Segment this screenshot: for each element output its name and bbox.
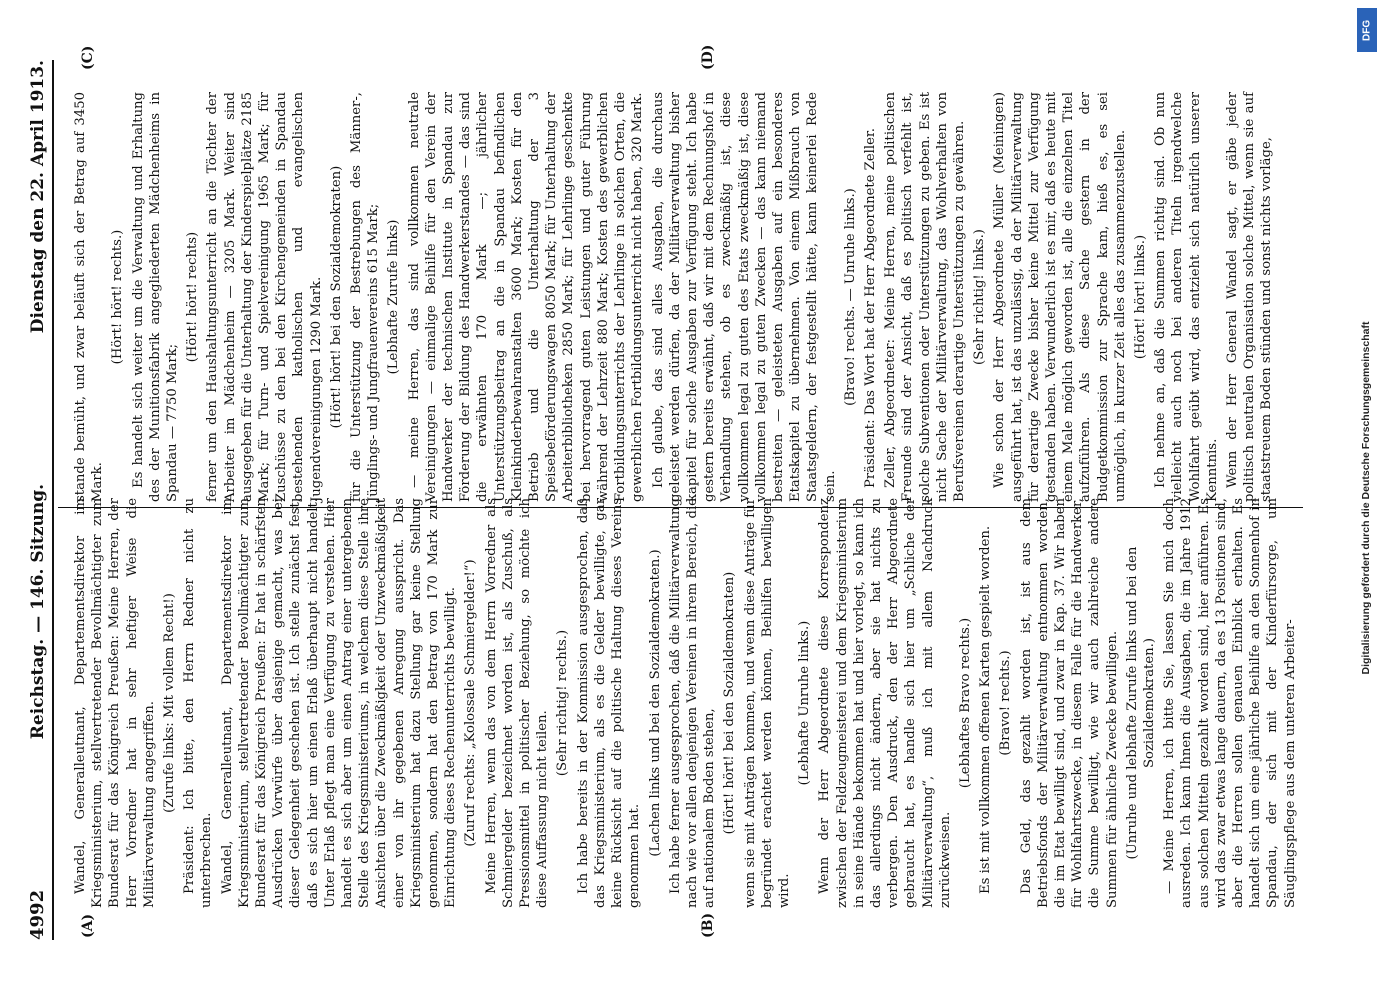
paragraph: für die Unterstützung der Bestrebungen des Männer-, Jünglings- und Jungfrauenvereins 615 Mark; (349, 92, 382, 502)
page-header (14, 60, 54, 940)
interjection: (Unruhe und lebhafte Zurufe links und bei den Sozialdemokraten.) (1124, 546, 1157, 860)
paragraph: ferner um den Haushaltungsunterricht an die Töchter der Arbeiter im Mädchenheim — 3205 Mark. Weiter sind ausgegeben für die Unterhaltung der Kinderspielplätze 2185 Mark; für Turn- und Spielvereinigung 1965 Mark; für Zuschüsse zu den bei den Kirchengemeinden in Spandau bestehenden katholischen und evangelischen Jugendvereinigungen 1290 Mark. (205, 92, 324, 502)
interjection: (Lachen links und bei den Sozialdemokraten.) (647, 549, 663, 857)
interjection: (Lebhaftes Bravo rechts.) (957, 617, 973, 789)
paragraph: Präsident: Ich bitte, den Herrn Redner nicht zu unterbrechen. (182, 498, 215, 908)
credit-text: Digitalisierung gefördert durch die Deutsche Forschungsgemeinschaft (1360, 321, 1372, 675)
interjection: (Bravo! rechts. — Unruhe links.) (842, 188, 858, 406)
paragraph: stande bemüht, und zwar beläuft sich der Betrag auf 3450 Mark. (73, 92, 106, 502)
paragraph: — meine Herren, das sind vollkommen neutrale Vereinigungen — einmalige Beihilfe für den Verein der Handwerker der technischen Institute in Spandau zur Förderung der Bildung des Handwerkerstandes — das sind die erwähnten 170 Mark —; jährlicher Unterstützungsbeitrag an die in Spandau befindlichen Kleinkinderbewahranstalten 3600 Mark; Kosten für den Betrieb und die Unterhaltung der 3 Speisebeförderungswagen 8050 Mark; für Unterhaltung der Arbeiterbibliotheken 2850 Mark; für Lehrlinge geschenkte bei hervorragend guten Leistungen und guter Führung während der Lehrzeit 880 Mark; Kosten des gewerblichen Fortbildungsunterrichts der Lehrlinge in solchen Orten, die gewerblichen Fortbildungsunterricht nicht haben, 320 Mark. (406, 92, 646, 502)
header-title-right: Dienstag den 22. April 1913. (28, 60, 48, 334)
paragraph: Wandel, Generalleutnant, Departementsdirektor im Kriegsministerium, stellvertretender Bevollmächtigter zum Bundesrat für das Königreich Preußen: Meine Herren, der Herr Vorredner hat in sehr heftiger Weise die Militärverwaltung angegriffen. (73, 498, 157, 908)
margin-mark-a: (A) (80, 913, 96, 938)
right-column (72, 92, 1303, 502)
paragraph: — Meine Herren, ich bitte Sie, lassen Sie mich doch ausreden. Ich kann Ihnen die Ausgaben, die im Jahre 1912 aus solchen Mitteln gezahlt worden sind, hier anführen. Es wird das zwar etwas lange dauern, da es 13 Positionen sind, aber die Herren sollen genauen Einblick erhalten. Es handelt sich um eine jährliche Beihilfe an den Sonnenhof in Spandau, der sich mit der Kinderfürsorge, um Säuglingspflege aus dem unteren Arbeiter- (1162, 498, 1298, 908)
interjection: (Hört! hört! rechts) (185, 231, 201, 363)
interjection: (Zurufe links: Mit vollem Recht!) (162, 593, 178, 813)
paragraph: Wie schon der Herr Abgeordnete Müller (Meiningen) ausgeführt hat, ist das unzulässig, da der Militärverwaltung für derartige Zwecke bisher keine Mittel zur Verfügung gestanden haben. Verwunderlich ist es mir, daß es heute mit einem Male möglich geworden ist, alle die einzelnen Titel aufzuführen. Als diese Sache gestern in der Budgetkommission zur Sprache kam, hieß es, es sei unmöglich, in kurzer Zeit alles das zusammenzustellen. (992, 92, 1128, 502)
paragraph: Ich nehme an, daß die Summen richtig sind. Ob nun vielleicht auch noch bei anderen Titeln irgendwelche Wohlfahrt geübt wird, das entzieht sich natürlich unserer Kenntnis. (1153, 92, 1220, 502)
left-column (72, 498, 1303, 908)
paragraph: Zeller, Abgeordneter: Meine Herren, meine politischen Freunde sind der Ansicht, daß es politisch verfehlt ist, solche Subventionen oder Unterstützungen zu geben. Es ist nicht Sache der Militärverwaltung, das Wohlverhalten von Berufsvereinen derartige Unterstützungen zu gewähren. (883, 92, 967, 502)
interjection: (Lebhafte Zurufe links) (386, 219, 402, 375)
interjection: (Sehr richtig! rechts.) (555, 629, 571, 777)
interjection: (Hört! hört! rechts.) (110, 229, 126, 365)
paragraph: Wenn der Herr General Wandel sagt, er gäbe jeder politisch neutralen Organisation solche Mittel, wenn sie auf staatstreuem Boden stünden und sonst nichts vorläge, (1225, 92, 1275, 502)
margin-mark-b: (B) (700, 912, 716, 938)
interjection: (Hört! hört! bei den Sozialdemokraten) (722, 571, 738, 835)
margin-mark-d: (D) (700, 44, 716, 70)
paragraph: Es handelt sich weiter um die Verwaltung und Erhaltung des der Munitionsfabrik angegliederten Mädchenheims in Spandau — 7750 Mark; (130, 92, 181, 502)
paragraph: wenn sie mit Anträgen kommen, und wenn diese Anträge für begründet erachtet werden können, Beihilfen bewilligen wird. (742, 498, 792, 908)
page-number: 4992 (27, 889, 48, 940)
paragraph: Das Geld, das gezahlt worden ist, ist aus dem Betriebsfonds der Militärverwaltung entnommen worden, die im Etat bewilligt sind, und zwar in Kap. 37. Wir haben für Wohlfahrtszwecke, in diesem Falle für die Handwerker, die Summe bewilligt, wie wir auch zahlreiche andere Summen für ähnliche Zwecke bewilligen. (1018, 498, 1120, 908)
paragraph: Wenn der Herr Abgeordnete diese Korrespondenz zwischen der Feldzeugmeisterei und dem Kriegsministerium in seine Hände bekommen hat und hier vorlegt, so kann ich das allerdings nicht ändern, aber sie hat nichts zu verbergen. Den Ausdruck, den der Herr Abgeordnete gebraucht hat, es handle sich hier um „Schliche der Militärverwaltung“, muß ich mit allem Nachdruck zurückweisen. (817, 498, 953, 908)
paragraph: Ich habe ferner ausgesprochen, daß die Militärverwaltung nach wie vor allen denjenigen Vereinen in ihrem Bereich, die auf nationalem Boden stehen, (667, 498, 718, 908)
interjection: (Sehr richtig! links.) (972, 229, 988, 365)
interjection: (Zuruf rechts: „Kolossale Schmiergelder!“) (463, 559, 479, 847)
paragraph: Wandel, Generalleutnant, Departementsdirektor im Kriegsministerium, stellvertretender Bevollmächtigter zum Bundesrat für das Königreich Preußen: Er hat in schärfsten Ausdrücken Vorwürfe über dasjenige gemacht, was bei dieser Gelegenheit geschehen ist. Ich stelle zunächst fest, daß es sich hier um einen Erlaß überhaupt nicht handelt. Unter Erlaß pflegt man eine Verfügung zu verstehen. Hier handelt es sich aber um einen Antrag einer untergebenen Stelle des Kriegsministeriums, in welchem diese Stelle ihre Ansichten über die Zweckmäßigkeit oder Unzweckmäßigkeit einer von ihr gegebenen Anregung ausspricht. Das Kriegsministerium hat dazu Stellung gar keine Stellung genommen, sondern hat den Betrag von 170 Mark zur Einrichtung dieses Rechenunterrichts bewilligt. (219, 498, 459, 908)
paragraph: Ich glaube, das sind alles Ausgaben, die durchaus geleistet werden dürfen, da der Militärverwaltung bisher kapitel für solche Ausgaben zur Verfügung steht. Ich habe gestern bereits erwähnt, daß wir mit dem Rechnungshof in Verhandlung stehen, ob es zweckmäßig ist, diese vollkommen legal zu guten des Etats zweckmäßig ist, diese vollkommen legal zu guten Zwecken — das kann niemand bestreiten — geleisteten Ausgaben auf ein besonderes Etatskapitel zu übernehmen. Von einem Mißbrauch von Staatsgeldern, der festgestellt hätte, kann keinerlei Rede sein. (650, 92, 838, 502)
paragraph: Präsident: Das Wort hat der Herr Abgeordnete Zeller. (862, 128, 878, 488)
digitization-credit (1353, 8, 1379, 988)
interjection: (Hört! hört! links.) (1132, 234, 1148, 360)
interjection: (Lebhafte Unruhe links.) (797, 620, 813, 786)
margin-mark-c: (C) (80, 45, 96, 70)
paragraph: Es ist mit vollkommen offenen Karten gespielt worden. (978, 525, 994, 894)
dfg-logo: DFG (1357, 8, 1377, 52)
paragraph: Meine Herren, wenn das von dem Herrn Vorredner als Schmiergelder bezeichnet worden ist, als Zuschuß, als Pressionsmittel in politischer Beziehung, so möchte ich diese Auffassung nicht teilen. (483, 498, 551, 908)
header-title-left: Reichstag. — 146. Sitzung. (28, 483, 48, 740)
interjection: (Hört! hört! bei den Sozialdemokraten) (328, 165, 344, 429)
interjection: (Bravo! rechts.) (998, 650, 1014, 756)
paragraph: Ich habe bereits in der Kommission ausgesprochen, daß das Kriegsministerium, als es die Gelder bewilligte, gar keine Rücksicht auf die politische Haltung dieses Vereins genommen hat. (575, 498, 643, 908)
